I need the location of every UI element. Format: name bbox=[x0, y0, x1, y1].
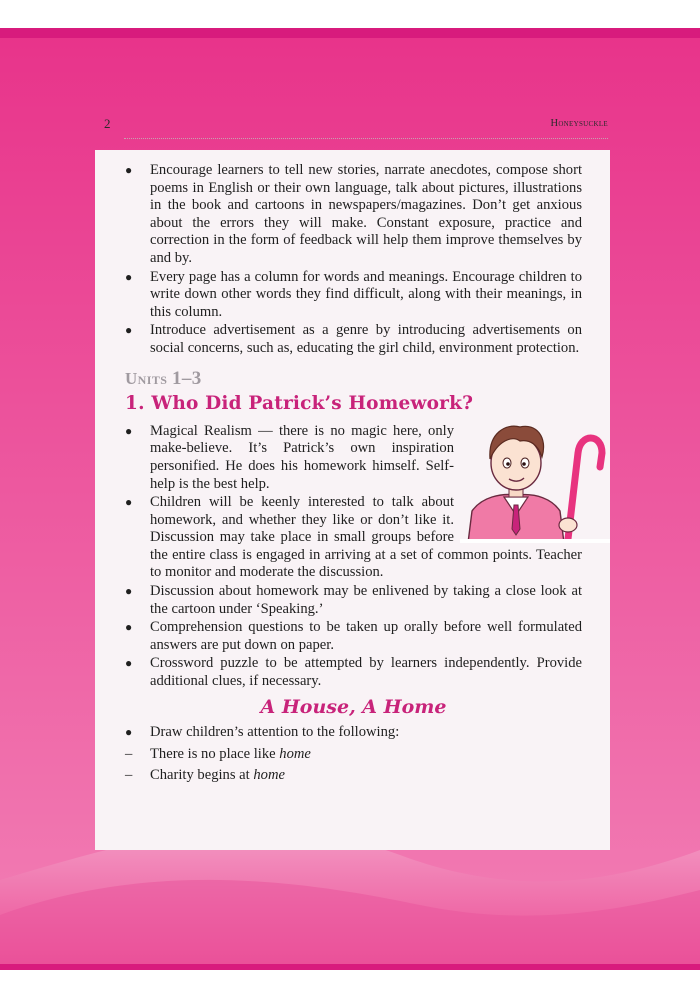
units-range: 1–3 bbox=[171, 367, 202, 389]
chapter-1-bullet-list bbox=[125, 423, 582, 691]
page-number: 2 bbox=[104, 116, 111, 131]
list-item: ● Draw children’s attention to the following: bbox=[125, 724, 400, 741]
bullet-icon: ● bbox=[125, 423, 133, 438]
bullet-icon: ● bbox=[125, 584, 133, 599]
list-item: ● Children will be keenly interested to talk about homework, and whether they like or don’t like it. Discussion may take place in small groups before the entire class is engaged in arriving at a set of common points. Teacher to monitor and moderate the discussion. bbox=[125, 494, 582, 581]
bullet-icon: ● bbox=[125, 620, 133, 635]
bullet-icon: ● bbox=[125, 495, 133, 510]
book-title: Honeysuckle bbox=[550, 118, 608, 129]
bullet-icon: ● bbox=[125, 163, 133, 177]
bullet-icon: ● bbox=[125, 269, 133, 284]
dash-icon: – bbox=[125, 745, 133, 762]
list-item: ● Every page has a column for words and meanings. Encourage children to write down other words they find difficult, along with their meanings, in this column. bbox=[125, 268, 582, 320]
list-item: ● Discussion about homework may be enlivened by taking a close look at the cartoon under ‘Speaking.’ bbox=[125, 583, 582, 617]
chapter-2-title: A House, A Home bbox=[260, 695, 447, 718]
list-item: ● Encourage learners to tell new stories, narrate anecdotes, compose short poems in English or their own language, talk about pictures, illustrations in the book and cartoons in newspapers/magazines. Don’t get anxious about the errors they will make. Constant exposure, practice and correction in the form of feedback will help them improve themselves by and by. bbox=[125, 162, 582, 266]
page-content bbox=[125, 162, 582, 785]
bullet-icon: ● bbox=[125, 725, 133, 740]
bullet-icon: ● bbox=[125, 656, 133, 671]
units-label: Units bbox=[125, 368, 168, 388]
chapter-2-bullet-list bbox=[125, 724, 582, 742]
list-item: ● Introduce advertisement as a genre by introducing advertisements on social concerns, such as, educating the girl child, environment protection. bbox=[125, 322, 582, 356]
list-item: ● Comprehension questions to be taken up orally before well formulated answers are put down on paper. bbox=[125, 619, 582, 653]
dash-item: – There is no place like home bbox=[125, 745, 311, 762]
header-rule bbox=[124, 138, 608, 139]
units-heading bbox=[125, 367, 582, 389]
dash-icon: – bbox=[125, 767, 133, 784]
bullet-icon: ● bbox=[125, 323, 133, 338]
intro-bullet-list bbox=[125, 162, 582, 358]
dash-item: – Charity begins at home bbox=[125, 767, 285, 784]
list-item: ● Crossword puzzle to be attempted by learners independently. Provide additional clues, if necessary. bbox=[125, 655, 582, 690]
chapter-1-title: 1. Who Did Patrick’s Homework? bbox=[125, 393, 474, 415]
list-item: ● Magical Realism — there is no magic here, only make-believe. It’s Patrick’s own inspiration personified. He does his homework himself. Self-help is the best help. bbox=[125, 422, 454, 492]
